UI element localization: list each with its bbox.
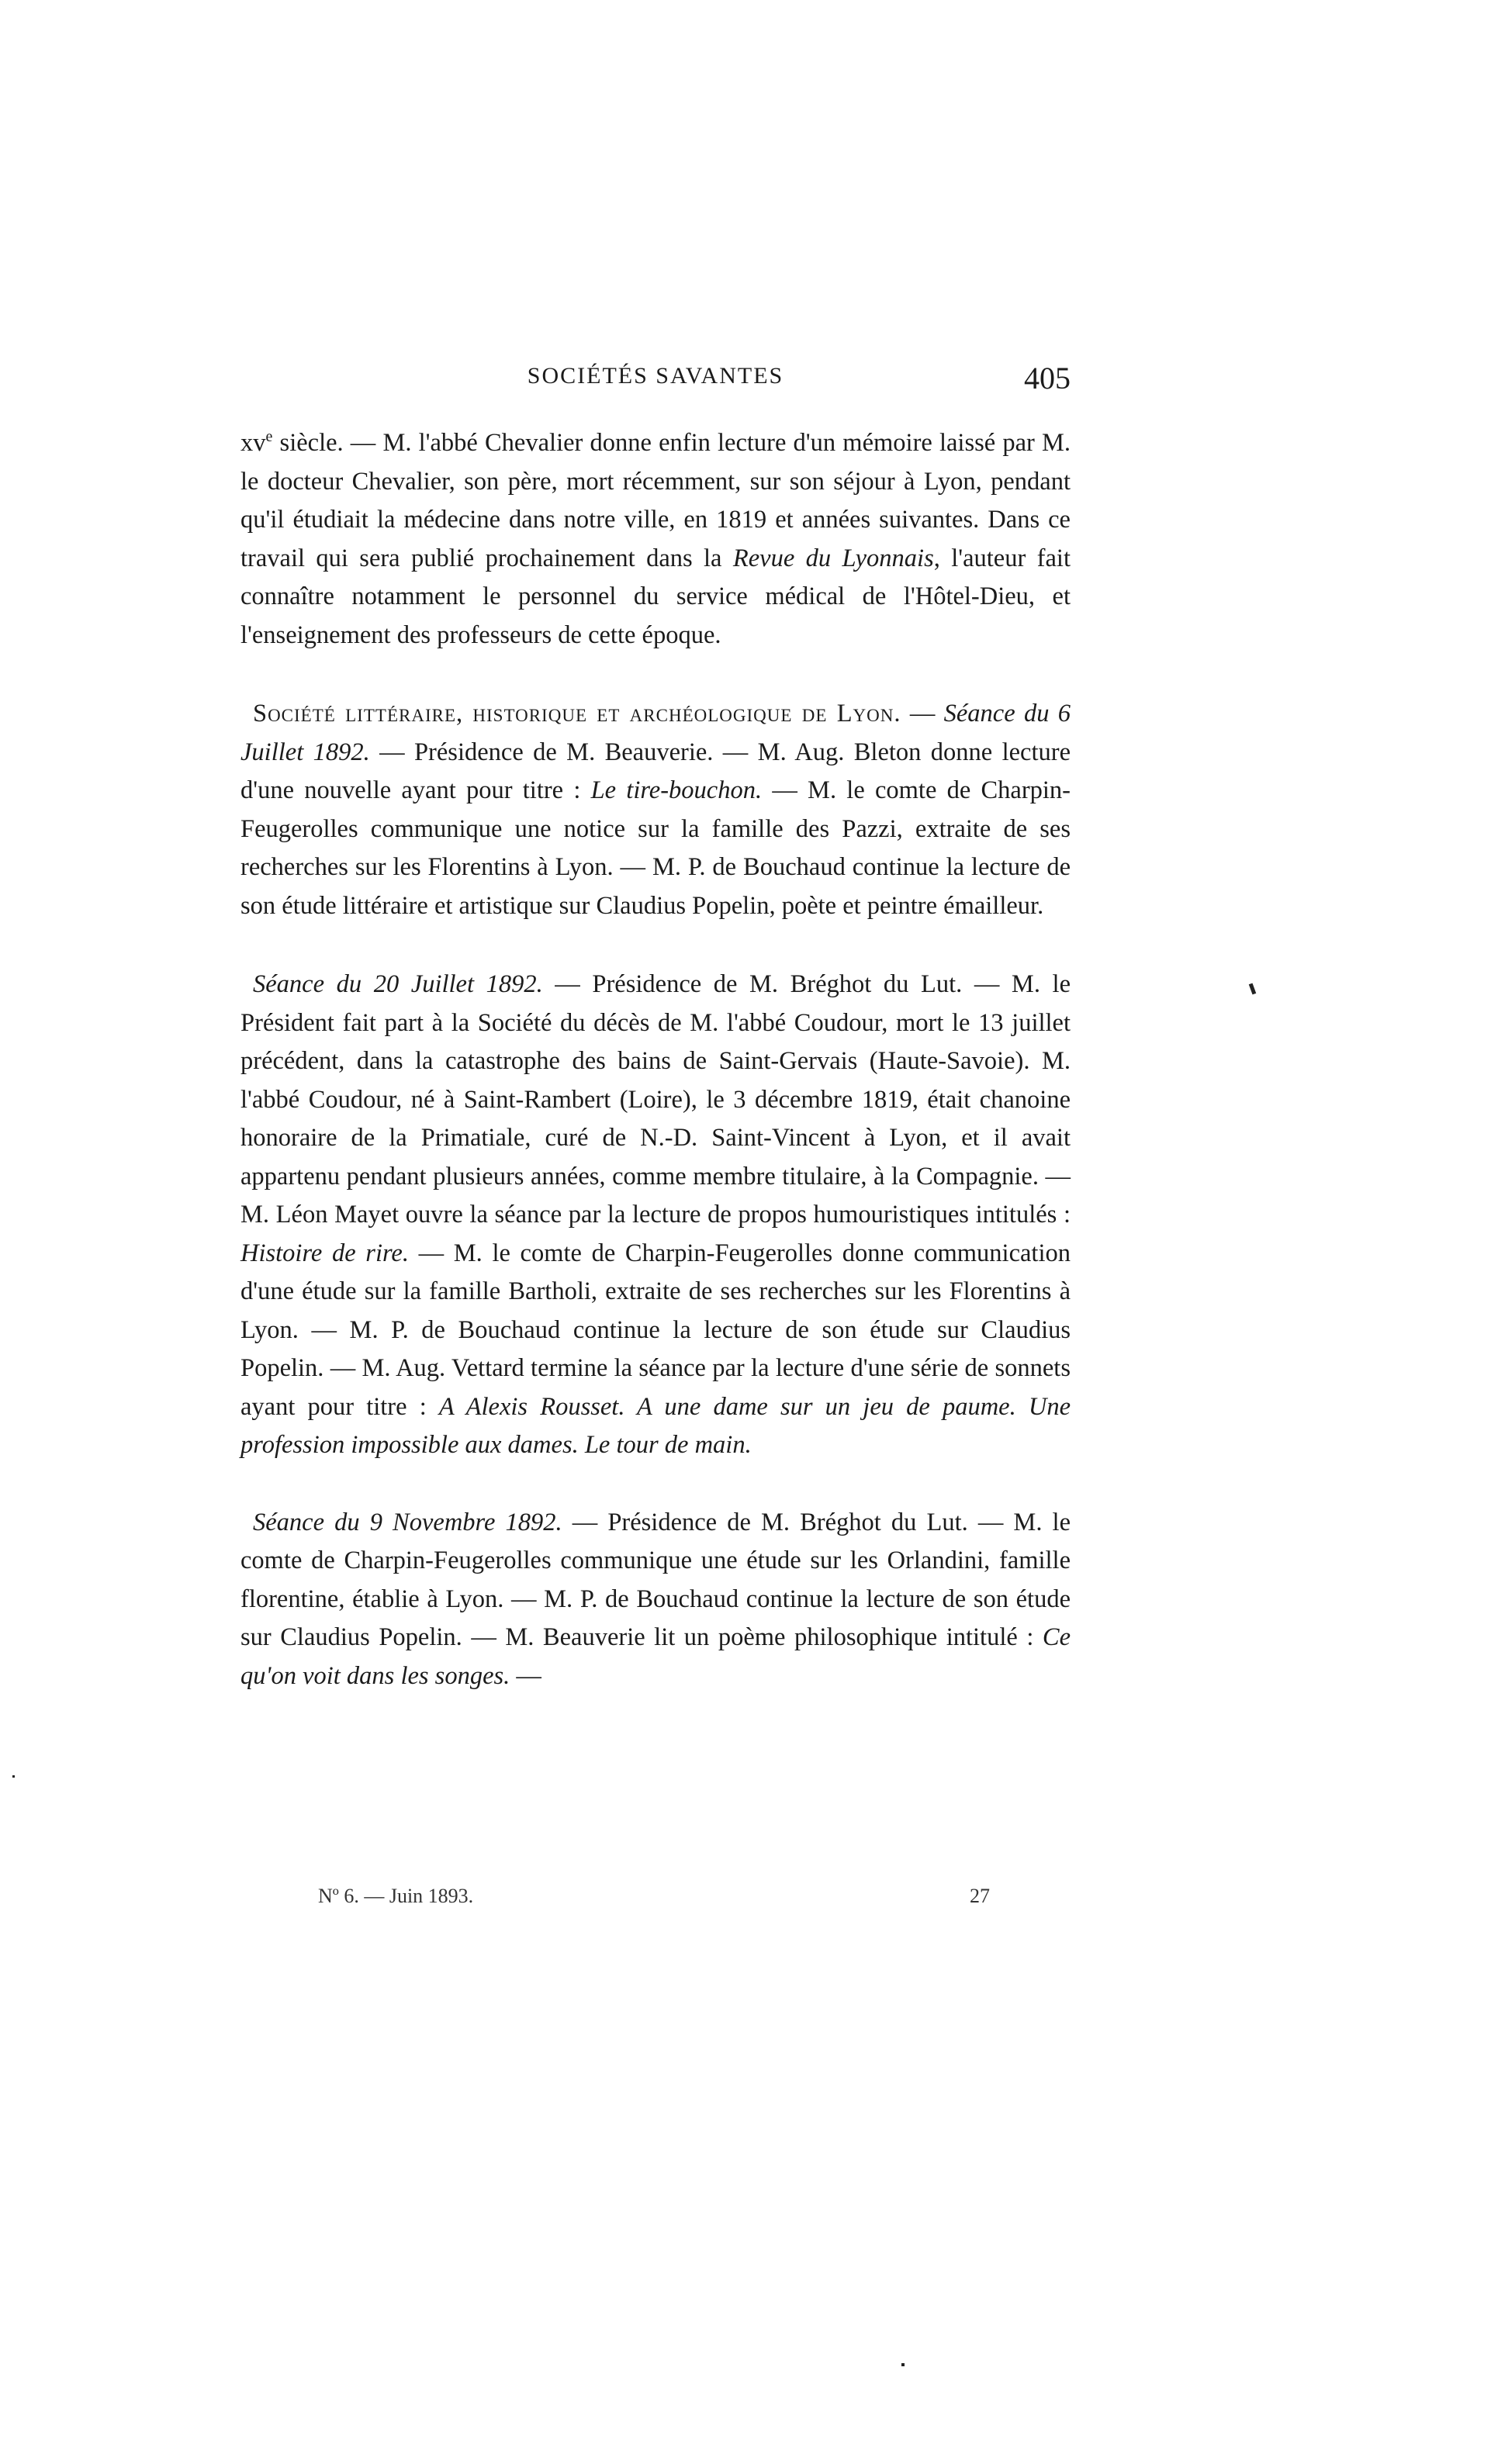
work-title: Le tire-bouchon. <box>590 776 763 804</box>
paragraph-continuation <box>240 424 1071 655</box>
page-footer <box>240 1885 1071 1916</box>
paragraph-gap <box>240 655 1071 695</box>
journal-title: Revue du Lyonnais <box>732 544 934 572</box>
paragraph-text: — Présidence de M. Bréghot du Lut. — M. le comte de Charpin-Feugerolles communique une étude sur les Orlandini, famille florentine, établie à Lyon. — M. P. de Bouchaud continue la lecture de son étude sur Claudius Popelin. — M. Beauverie lit un poème philosophique intitulé : <box>240 1508 1071 1651</box>
sheet-number: 27 <box>970 1885 990 1907</box>
margin-mark <box>1249 983 1256 995</box>
page-number: 405 <box>1024 361 1071 396</box>
issue-signature: Nº 6. — Juin 1893. <box>318 1885 474 1907</box>
paragraph-seance-9-novembre <box>240 1504 1071 1696</box>
paragraph-text: — M. le comte de Charpin-Feugerolles communique une notice sur la famille des Pazzi, extraite de ses recherches sur les Florentins à Lyon. — M. P. de Bouchaud continue la lecture de son étude littéraire et artistique sur Claudius Popelin, poète et peintre émailleur. <box>240 776 1071 920</box>
century-text: xv <box>240 429 266 457</box>
paragraph-text: — Présidence de M. Bréghot du Lut. — M. le Président fait part à la Société du décès de M. l'abbé Coudour, mort le 13 juillet précédent, dans la catastrophe des bains de Saint-Gervais (Haute-Savoie). M. l'abbé Coudour, né à Saint-Rambert (Loire), le 3 décembre 1819, était chanoine honoraire de la Primatiale, curé de N.-D. Saint-Vincent à Lyon, et il avait appartenu pendant plusieurs années, comme membre titulaire, à la Compagnie. — M. Léon Mayet ouvre la séance par la lecture de propos humouristiques intitulés : <box>240 970 1071 1229</box>
margin-mark <box>901 2363 905 2366</box>
work-title: Histoire de rire. <box>240 1239 409 1267</box>
paragraph-text: — <box>901 700 944 727</box>
paragraph-text: — Présidence de M. Beauverie. — M. Aug. Bleton donne lecture d'une nouvelle ayant pour titre : <box>240 738 1071 804</box>
paragraph-text: siècle. — M. l'abbé Chevalier donne enfin lecture d'un mémoire laissé par M. le docteur Chevalier, son père, mort récemment, sur son séjour à Lyon, pendant qu'il étudiait la médecine dans notre ville, en 1819 et années suivantes. Dans ce travail qui sera publié prochainement dans la <box>240 429 1071 572</box>
paragraph-seance-20-juillet <box>240 966 1071 1465</box>
paragraph-text: — M. le comte de Charpin-Feugerolles donne communication d'une étude sur la famille Bartholi, extraite de ses recherches sur les Florentins à Lyon. — M. P. de Bouchaud continue la lecture de son étude sur Claudius Popelin. — M. Aug. Vettard termine la séance par la lecture d'une série de sonnets ayant pour titre : <box>240 1239 1071 1421</box>
running-head: SOCIÉTÉS SAVANTES <box>527 363 784 389</box>
paragraph-text: — <box>510 1661 541 1690</box>
century-superscript: e <box>265 428 273 446</box>
page-header <box>240 363 1071 410</box>
paragraph-gap <box>240 1465 1071 1504</box>
body-text <box>240 424 1071 1695</box>
society-name: Société littéraire, historique et archéologique de Lyon. <box>253 700 901 727</box>
margin-mark <box>12 1775 15 1778</box>
seance-date: Séance du 6 Juillet 1892. <box>240 700 1071 766</box>
seance-date: Séance du 9 Novembre 1892. <box>253 1508 562 1536</box>
seance-date: Séance du 20 Juillet 1892. <box>253 970 543 998</box>
paragraph-seance-6-juillet <box>240 695 1071 925</box>
paragraph-gap <box>240 925 1071 966</box>
sonnet-titles: A Alexis Rousset. A une dame sur un jeu de paume. Une profession impossible aux dames. Le tour de main. <box>240 1392 1071 1459</box>
paragraph-text: , l'auteur fait connaître notamment le personnel du service médical de l'Hôtel-Dieu, et l'enseignement des professeurs de cette époque. <box>240 544 1071 649</box>
work-title: Ce qu'on voit dans les songes. <box>240 1623 1071 1690</box>
